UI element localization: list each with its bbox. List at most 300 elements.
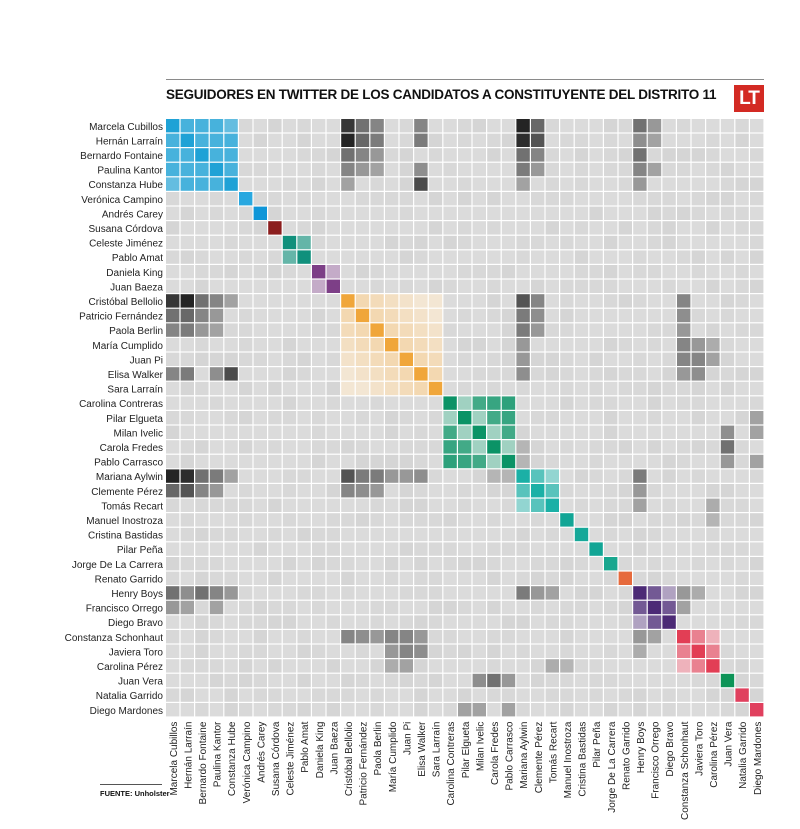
matrix-cell — [414, 236, 427, 249]
source-rule — [100, 784, 162, 785]
matrix-cell — [677, 163, 690, 176]
matrix-cell — [327, 236, 340, 249]
matrix-cell — [750, 207, 763, 220]
matrix-cell — [560, 396, 573, 409]
matrix-cell — [692, 499, 705, 512]
matrix-cell — [210, 367, 223, 380]
row-label: Constanza Schonhaut — [64, 632, 163, 644]
matrix-cell — [283, 338, 296, 351]
matrix-cell — [443, 367, 456, 380]
matrix-cell — [268, 382, 281, 395]
matrix-cell — [575, 645, 588, 658]
matrix-cell — [283, 542, 296, 555]
matrix-cell — [604, 192, 617, 205]
matrix-cell — [195, 513, 208, 526]
matrix-cell — [283, 586, 296, 599]
matrix-cell — [429, 499, 442, 512]
matrix-cell — [516, 615, 529, 628]
matrix-cell — [429, 280, 442, 293]
matrix-cell — [385, 484, 398, 497]
matrix-cell — [268, 601, 281, 614]
matrix-cell — [166, 221, 179, 234]
matrix-cell — [604, 615, 617, 628]
matrix-cell — [692, 469, 705, 482]
matrix-cell — [195, 250, 208, 263]
row-label: Patricio Fernández — [79, 311, 163, 323]
matrix-cell — [400, 192, 413, 205]
matrix-cell — [429, 367, 442, 380]
row-label: Constanza Hube — [88, 180, 163, 192]
matrix-cell — [502, 572, 515, 585]
matrix-cell — [531, 426, 544, 439]
matrix-cell — [458, 294, 471, 307]
matrix-cell — [268, 163, 281, 176]
matrix-cell — [560, 221, 573, 234]
matrix-cell — [283, 367, 296, 380]
row-label: Jorge De La Carrera — [71, 559, 163, 571]
matrix-cell — [239, 513, 252, 526]
matrix-cell — [166, 630, 179, 643]
matrix-cell — [721, 513, 734, 526]
matrix-cells — [166, 119, 763, 716]
row-label: Paulina Kantor — [97, 165, 163, 177]
matrix-cell — [283, 396, 296, 409]
matrix-cell — [341, 426, 354, 439]
matrix-cell — [268, 499, 281, 512]
matrix-cell — [560, 440, 573, 453]
column-label: Natalia Garrido — [738, 721, 750, 789]
matrix-cell — [181, 353, 194, 366]
matrix-cell — [706, 674, 719, 687]
matrix-cell — [297, 469, 310, 482]
matrix-cell — [589, 528, 602, 541]
matrix-cell — [735, 615, 748, 628]
matrix-cell — [224, 353, 237, 366]
matrix-cell — [254, 615, 267, 628]
matrix-cell — [341, 396, 354, 409]
matrix-cell — [283, 221, 296, 234]
matrix-cell — [385, 367, 398, 380]
matrix-cell — [327, 469, 340, 482]
matrix-cell — [385, 557, 398, 570]
matrix-cell — [385, 294, 398, 307]
column-label: María Cumplido — [387, 721, 399, 793]
matrix-cell — [195, 207, 208, 220]
matrix-cell — [239, 294, 252, 307]
row-label: Milan Ivelic — [113, 428, 163, 440]
matrix-cell — [239, 119, 252, 132]
matrix-cell — [283, 703, 296, 716]
matrix-cell — [414, 119, 427, 132]
matrix-cell — [604, 221, 617, 234]
matrix-cell — [575, 236, 588, 249]
matrix-cell — [268, 207, 281, 220]
matrix-cell — [254, 528, 267, 541]
matrix-cell — [429, 134, 442, 147]
matrix-cell — [604, 382, 617, 395]
matrix-cell — [458, 323, 471, 336]
matrix-cell — [531, 586, 544, 599]
matrix-cell — [414, 484, 427, 497]
matrix-cell — [195, 557, 208, 570]
matrix-cell — [283, 323, 296, 336]
matrix-cell — [356, 119, 369, 132]
matrix-cell — [429, 645, 442, 658]
matrix-cell — [268, 645, 281, 658]
matrix-cell — [560, 163, 573, 176]
matrix-cell — [692, 265, 705, 278]
matrix-cell — [735, 411, 748, 424]
matrix-cell — [589, 615, 602, 628]
matrix-cell — [181, 396, 194, 409]
matrix-cell — [502, 557, 515, 570]
matrix-cell — [400, 148, 413, 161]
row-label: María Cumplido — [92, 340, 163, 352]
matrix-cell — [239, 499, 252, 512]
matrix-cell — [487, 601, 500, 614]
matrix-cell — [385, 586, 398, 599]
matrix-cell — [546, 703, 559, 716]
matrix-cell — [254, 440, 267, 453]
matrix-cell — [312, 323, 325, 336]
matrix-cell — [254, 455, 267, 468]
matrix-cell — [283, 382, 296, 395]
matrix-cell — [750, 323, 763, 336]
matrix-cell — [239, 396, 252, 409]
matrix-cell — [181, 426, 194, 439]
matrix-cell — [487, 309, 500, 322]
matrix-cell — [356, 265, 369, 278]
matrix-cell — [662, 309, 675, 322]
matrix-cell — [181, 484, 194, 497]
matrix-cell — [633, 382, 646, 395]
matrix-cell — [473, 426, 486, 439]
matrix-cell — [516, 309, 529, 322]
column-label: Bernardo Fontaine — [198, 721, 209, 805]
matrix-cell — [400, 703, 413, 716]
matrix-cell — [619, 221, 632, 234]
matrix-cell — [633, 396, 646, 409]
matrix-cell — [268, 134, 281, 147]
column-label: Javiera Toro — [694, 721, 706, 776]
matrix-cell — [750, 265, 763, 278]
matrix-cell — [312, 703, 325, 716]
matrix-cell — [166, 440, 179, 453]
matrix-cell — [735, 338, 748, 351]
matrix-cell — [633, 367, 646, 380]
matrix-cell — [458, 353, 471, 366]
matrix-cell — [750, 688, 763, 701]
matrix-cell — [370, 528, 383, 541]
matrix-cell — [429, 163, 442, 176]
matrix-cell — [385, 396, 398, 409]
matrix-cell — [254, 134, 267, 147]
matrix-cell — [575, 192, 588, 205]
matrix-cell — [560, 455, 573, 468]
matrix-cell — [677, 382, 690, 395]
matrix-cell — [458, 367, 471, 380]
matrix-cell — [487, 440, 500, 453]
matrix-cell — [370, 221, 383, 234]
matrix-cell — [400, 586, 413, 599]
matrix-cell — [414, 323, 427, 336]
matrix-cell — [414, 688, 427, 701]
matrix-cell — [443, 309, 456, 322]
matrix-cell — [604, 674, 617, 687]
matrix-cell — [619, 148, 632, 161]
matrix-cell — [195, 221, 208, 234]
matrix-cell — [181, 542, 194, 555]
matrix-cell — [692, 338, 705, 351]
matrix-cell — [224, 192, 237, 205]
matrix-cell — [210, 177, 223, 190]
row-label: Hernán Larraín — [95, 136, 163, 148]
row-label: Tomás Recart — [101, 501, 163, 513]
matrix-cell — [166, 586, 179, 599]
matrix-cell — [721, 280, 734, 293]
matrix-cell — [648, 163, 661, 176]
matrix-cell — [487, 163, 500, 176]
matrix-cell — [166, 134, 179, 147]
matrix-cell — [560, 426, 573, 439]
matrix-cell — [166, 294, 179, 307]
matrix-cell — [560, 207, 573, 220]
matrix-cell — [575, 177, 588, 190]
matrix-cell — [458, 163, 471, 176]
matrix-cell — [735, 440, 748, 453]
matrix-cell — [692, 528, 705, 541]
matrix-cell — [414, 134, 427, 147]
matrix-cell — [619, 353, 632, 366]
matrix-cell — [604, 688, 617, 701]
column-label: Andrés Carey — [256, 721, 268, 783]
matrix-cell — [195, 192, 208, 205]
matrix-cell — [633, 338, 646, 351]
matrix-cell — [400, 484, 413, 497]
matrix-cell — [414, 630, 427, 643]
matrix-cell — [619, 207, 632, 220]
matrix-cell — [210, 440, 223, 453]
matrix-cell — [312, 645, 325, 658]
matrix-cell — [575, 703, 588, 716]
matrix-cell — [254, 703, 267, 716]
matrix-cell — [312, 396, 325, 409]
matrix-cell — [604, 630, 617, 643]
matrix-cell — [633, 411, 646, 424]
matrix-cell — [706, 630, 719, 643]
matrix-cell — [619, 250, 632, 263]
matrix-cell — [648, 542, 661, 555]
matrix-cell — [458, 601, 471, 614]
matrix-cell — [633, 645, 646, 658]
matrix-cell — [312, 382, 325, 395]
matrix-cell — [750, 645, 763, 658]
matrix-cell — [750, 572, 763, 585]
matrix-cell — [268, 411, 281, 424]
matrix-cell — [400, 323, 413, 336]
matrix-cell — [735, 367, 748, 380]
matrix-cell — [181, 659, 194, 672]
column-label: Verónica Campino — [241, 721, 253, 804]
matrix-cell — [677, 265, 690, 278]
column-label: Clemente Pérez — [533, 721, 545, 794]
matrix-cell — [370, 236, 383, 249]
matrix-cell — [210, 411, 223, 424]
matrix-cell — [692, 148, 705, 161]
matrix-cell — [516, 221, 529, 234]
column-label: Patricio Fernández — [358, 721, 370, 806]
matrix-cell — [400, 659, 413, 672]
row-label: Mariana Aylwin — [95, 472, 163, 484]
matrix-cell — [443, 265, 456, 278]
matrix-cell — [370, 280, 383, 293]
column-label: Diego Mardones — [752, 721, 764, 795]
matrix-cell — [750, 542, 763, 555]
matrix-cell — [648, 236, 661, 249]
matrix-cell — [619, 557, 632, 570]
matrix-cell — [619, 645, 632, 658]
matrix-cell — [341, 134, 354, 147]
matrix-cell — [706, 499, 719, 512]
matrix-cell — [268, 309, 281, 322]
matrix-cell — [502, 192, 515, 205]
matrix-cell — [443, 280, 456, 293]
matrix-cell — [370, 250, 383, 263]
matrix-cell — [239, 586, 252, 599]
matrix-cell — [662, 265, 675, 278]
matrix-cell — [531, 119, 544, 132]
matrix-cell — [429, 411, 442, 424]
matrix-cell — [575, 382, 588, 395]
matrix-cell — [502, 659, 515, 672]
matrix-cell — [677, 499, 690, 512]
matrix-cell — [429, 294, 442, 307]
matrix-cell — [502, 411, 515, 424]
matrix-cell — [166, 396, 179, 409]
matrix-cell — [619, 163, 632, 176]
matrix-cell — [750, 134, 763, 147]
matrix-cell — [516, 440, 529, 453]
matrix-cell — [677, 688, 690, 701]
matrix-cell — [385, 323, 398, 336]
matrix-cell — [575, 411, 588, 424]
matrix-cell — [502, 119, 515, 132]
matrix-cell — [619, 411, 632, 424]
matrix-cell — [487, 499, 500, 512]
matrix-cell — [195, 134, 208, 147]
matrix-cell — [429, 396, 442, 409]
matrix-cell — [662, 557, 675, 570]
matrix-cell — [721, 601, 734, 614]
row-label: Manuel Inostroza — [86, 516, 163, 527]
matrix-cell — [312, 659, 325, 672]
matrix-cell — [750, 119, 763, 132]
matrix-cell — [692, 309, 705, 322]
matrix-cell — [516, 469, 529, 482]
matrix-cell — [473, 338, 486, 351]
matrix-cell — [633, 586, 646, 599]
matrix-cell — [297, 572, 310, 585]
matrix-cell — [604, 134, 617, 147]
matrix-cell — [648, 469, 661, 482]
matrix-cell — [239, 528, 252, 541]
matrix-cell — [443, 440, 456, 453]
matrix-cell — [750, 528, 763, 541]
matrix-cell — [297, 367, 310, 380]
matrix-cell — [443, 630, 456, 643]
matrix-cell — [356, 367, 369, 380]
matrix-cell — [502, 134, 515, 147]
matrix-cell — [224, 411, 237, 424]
matrix-cell — [648, 382, 661, 395]
matrix-cell — [414, 440, 427, 453]
matrix-cell — [648, 134, 661, 147]
matrix-cell — [589, 294, 602, 307]
matrix-cell — [239, 703, 252, 716]
matrix-cell — [414, 645, 427, 658]
matrix-cell — [327, 688, 340, 701]
matrix-cell — [546, 367, 559, 380]
matrix-cell — [370, 119, 383, 132]
matrix-cell — [560, 192, 573, 205]
matrix-cell — [400, 499, 413, 512]
matrix-cell — [297, 659, 310, 672]
matrix-cell — [224, 440, 237, 453]
matrix-cell — [195, 265, 208, 278]
matrix-cell — [166, 353, 179, 366]
matrix-cell — [414, 499, 427, 512]
matrix-cell — [473, 499, 486, 512]
matrix-cell — [327, 674, 340, 687]
matrix-cell — [589, 469, 602, 482]
matrix-cell — [327, 134, 340, 147]
matrix-cell — [283, 250, 296, 263]
matrix-cell — [312, 615, 325, 628]
matrix-cell — [224, 294, 237, 307]
matrix-cell — [341, 177, 354, 190]
matrix-cell — [619, 265, 632, 278]
matrix-cell — [239, 367, 252, 380]
matrix-cell — [473, 557, 486, 570]
matrix-cell — [575, 309, 588, 322]
matrix-cell — [473, 294, 486, 307]
matrix-cell — [502, 615, 515, 628]
matrix-cell — [575, 207, 588, 220]
matrix-cell — [516, 177, 529, 190]
matrix-cell — [575, 396, 588, 409]
matrix-cell — [735, 659, 748, 672]
matrix-cell — [721, 688, 734, 701]
matrix-cell — [400, 134, 413, 147]
matrix-cell — [721, 674, 734, 687]
matrix-cell — [487, 411, 500, 424]
matrix-cell — [166, 250, 179, 263]
matrix-cell — [575, 484, 588, 497]
matrix-cell — [589, 250, 602, 263]
matrix-cell — [662, 440, 675, 453]
matrix-cell — [370, 192, 383, 205]
matrix-cell — [166, 455, 179, 468]
matrix-cell — [648, 221, 661, 234]
matrix-cell — [560, 294, 573, 307]
matrix-cell — [516, 207, 529, 220]
matrix-cell — [458, 703, 471, 716]
matrix-cell — [633, 630, 646, 643]
matrix-cell — [400, 207, 413, 220]
matrix-cell — [297, 250, 310, 263]
matrix-cell — [224, 557, 237, 570]
matrix-cell — [370, 499, 383, 512]
